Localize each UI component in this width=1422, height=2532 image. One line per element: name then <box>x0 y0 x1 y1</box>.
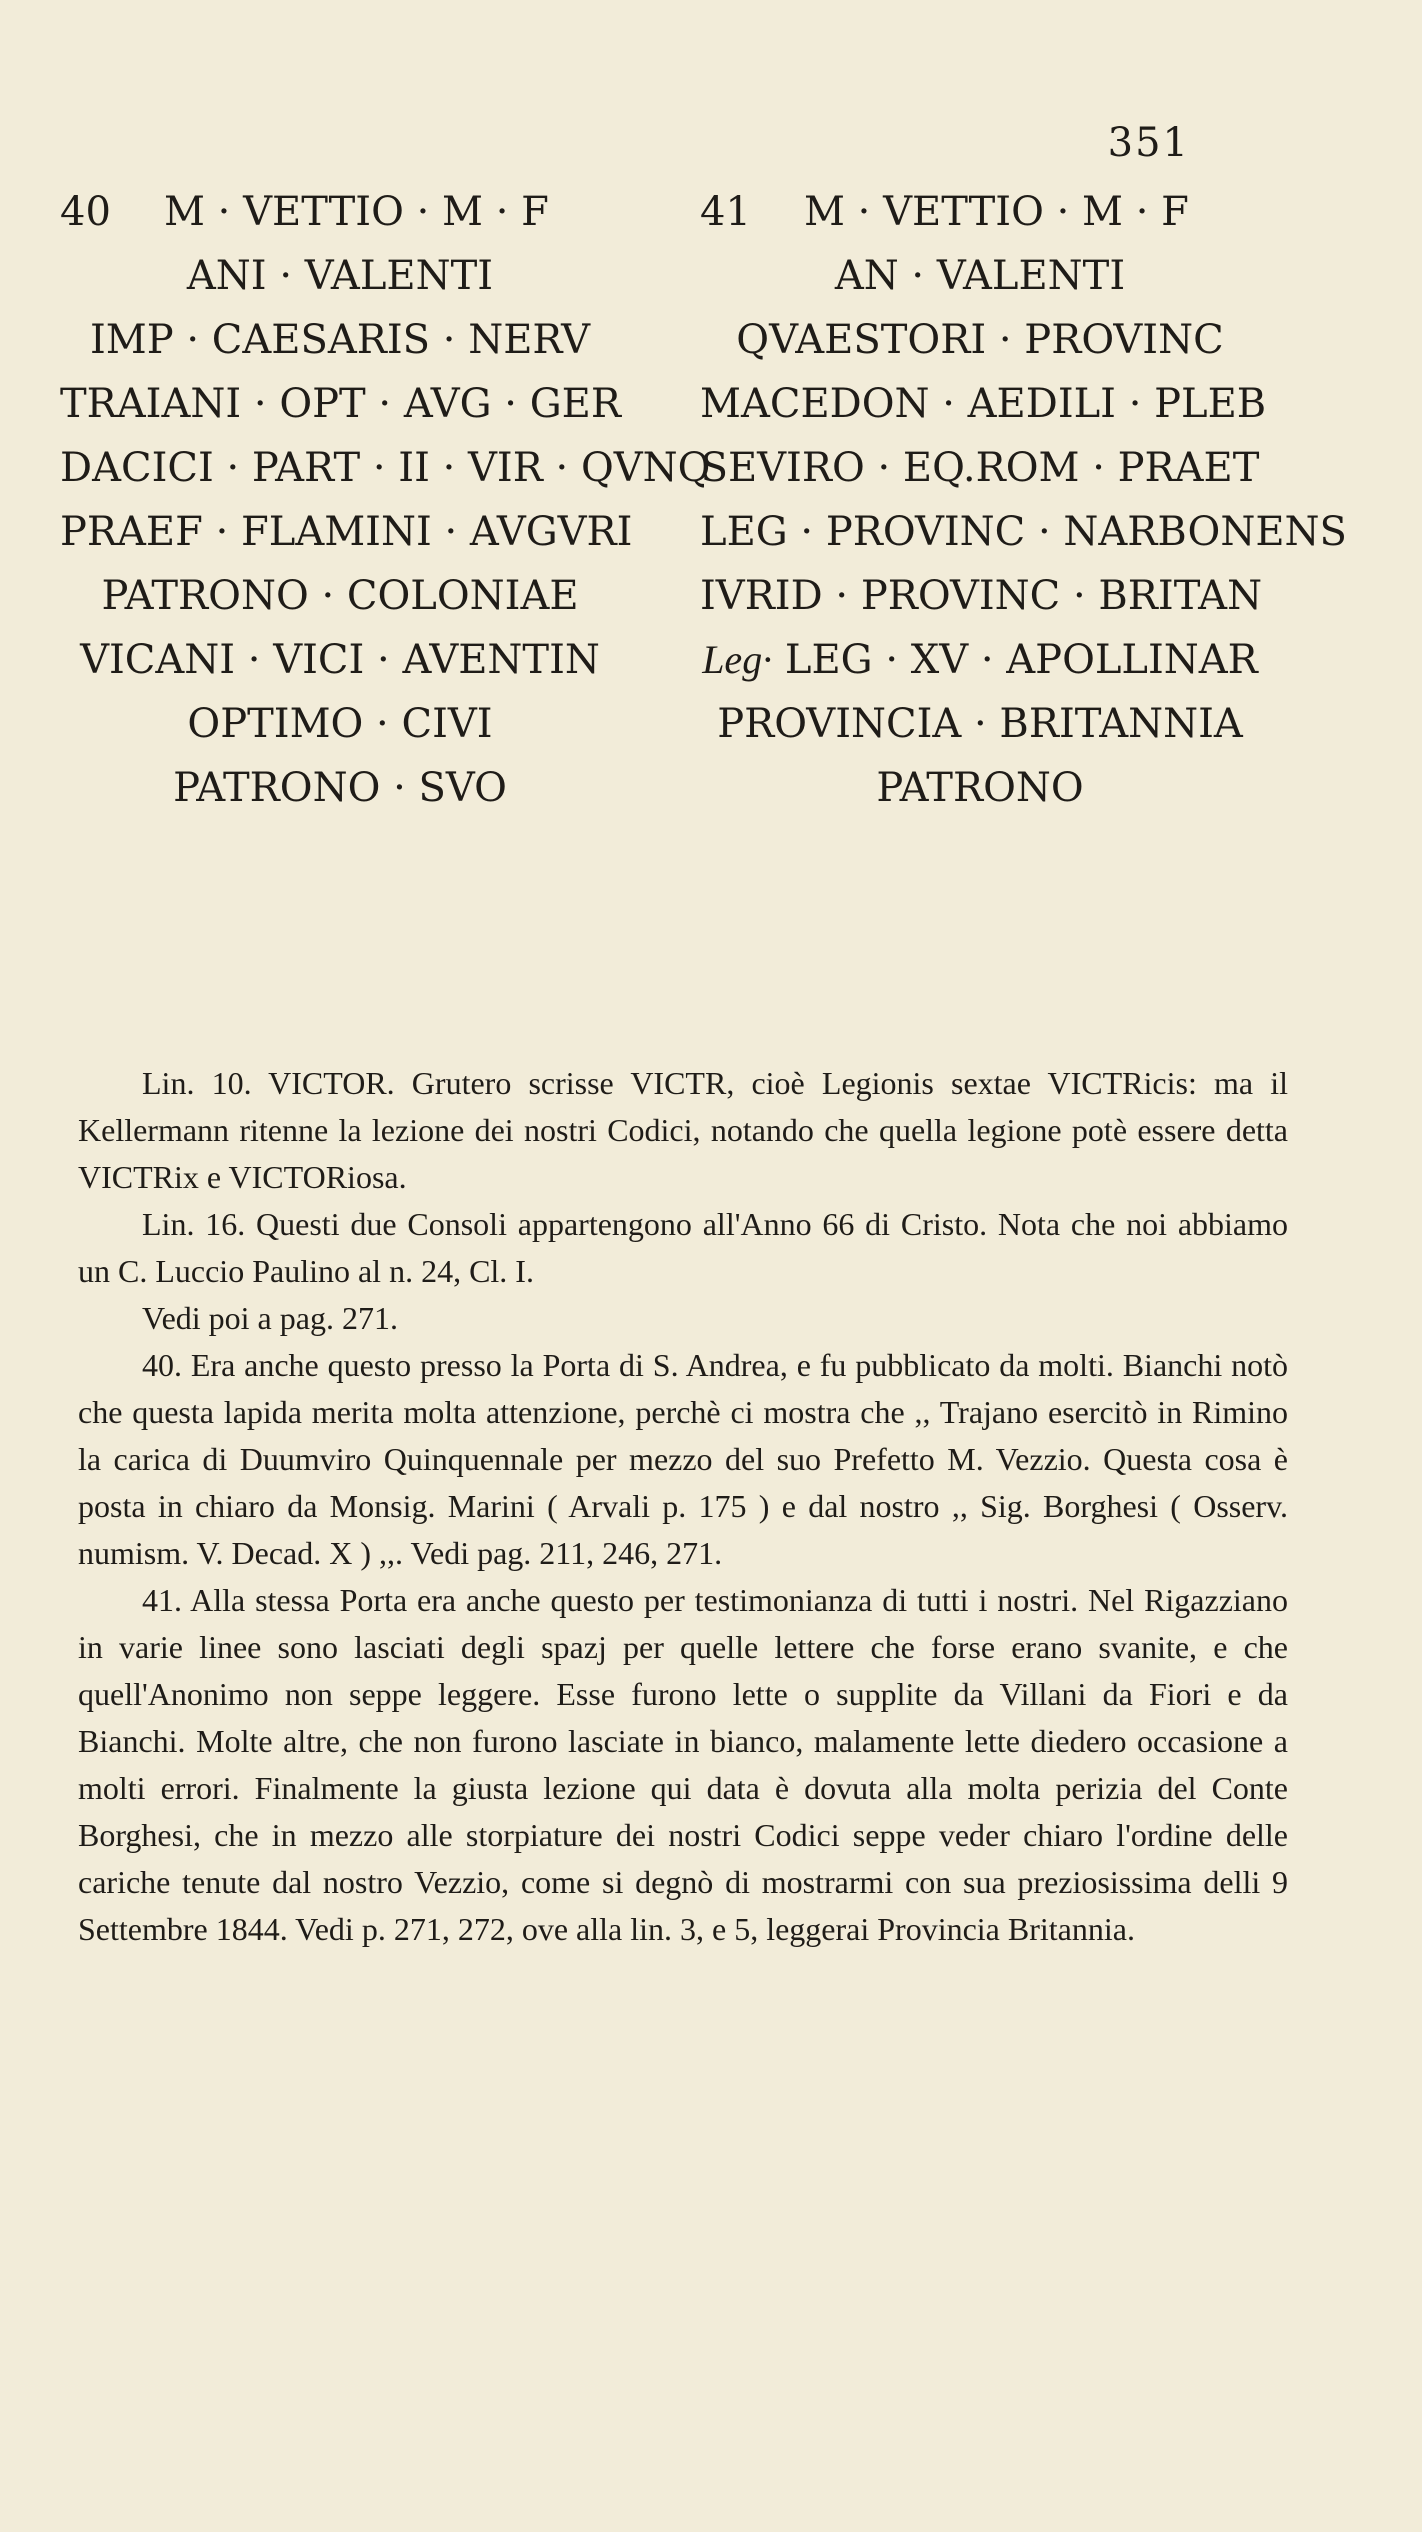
inscription-line-with-note <box>700 628 1260 692</box>
inscription-line: DACICI · PART · II · VIR · QVNQ <box>60 445 711 491</box>
inscription-line: VICANI · VICI · AVENTIN <box>80 637 600 683</box>
inscription-line: PROVINCIA · BRITANNIA <box>717 701 1243 747</box>
commentary-paragraph: 40. Era anche questo presso la Porta di S. Andrea, e fu pubblicato da molti. Bianchi notò che questa lapida merita molta attenzione, perchè ci mostra che ,, Trajano esercitò in Rimino la carica di Duumviro Quinquennale per mezzo del suo Prefetto M. Vezzio. Questa cosa è posta in chiaro da Monsig. Marini ( Arvali p. 175 ) e dal nostro ,, Sig. Borghesi ( Osserv. numism. V. Decad. X ) ,,. Vedi pag. 211, 246, 271. <box>78 1347 1288 1571</box>
inscription-line: LEG · XV · APOLLINAR <box>784 637 1258 683</box>
inscription-line: TRAIANI · OPT · AVG · GER <box>60 381 621 427</box>
inscription-line: ANI · VALENTI <box>186 253 494 299</box>
margin-note: Leg· <box>702 637 773 682</box>
page-number: 351 <box>1107 120 1190 166</box>
inscription-line: AN · VALENTI <box>834 253 1126 299</box>
inscription-line: PRAEF · FLAMINI · AVGVRI <box>60 509 633 555</box>
inscription-line: MACEDON · AEDILI · PLEB <box>700 381 1267 427</box>
inscription-line: IMP · CAESARIS · NERV <box>89 317 591 363</box>
inscription-line: PATRONO · SVO <box>173 765 507 811</box>
commentary-paragraph: Vedi poi a pag. 271. <box>142 1300 398 1336</box>
commentary <box>78 1060 1288 1953</box>
commentary-paragraph: Lin. 16. Questi due Consoli appartengono all'Anno 66 di Cristo. Nota che noi abbiamo un C. Luccio Paulino al n. 24, Cl. I. <box>78 1206 1288 1289</box>
commentary-paragraph: 41. Alla stessa Porta era anche questo per testimonianza di tutti i nostri. Nel Rigazziano in varie linee sono lasciati degli spazj per quelle lettere che forse erano svanite, e che quell'Anonimo non seppe leggere. Esse furono lette o supplite da Villani da Fiori e da Bianchi. Molte altre, che non furono lasciate in bianco, malamente lette diedero occasione a molti errori. Finalmente la giusta lezione qui data è dovuta alla molta perizia del Conte Borghesi, che in mezzo alle storpiature dei nostri Codici seppe veder chiaro l'ordine delle cariche tenute dal nostro Vezzio, come si degnò di mostrarmi con sua preziosissima delli 9 Settembre 1844. Vedi p. 271, 272, ove alla lin. 3, e 5, leggerai Provincia Britannia. <box>78 1582 1288 1947</box>
commentary-paragraph: Lin. 10. VICTOR. Grutero scrisse VICTR, cioè Legionis sextae VICTRicis: ma il Kellermann ritenne la lezione dei nostri Codici, notando che quella legione potè essere detta VICTRix e VICTORiosa. <box>78 1065 1288 1195</box>
inscription-line: IVRID · PROVINC · BRITAN <box>700 573 1263 619</box>
inscription-line: PATRONO · COLONIAE <box>101 573 579 619</box>
inscription-line: QVAESTORI · PROVINC <box>736 317 1224 363</box>
inscription-line: PATRONO <box>876 765 1084 811</box>
inscription-line: LEG · PROVINC · NARBONENS <box>700 509 1347 555</box>
inscription-number: 41 <box>700 189 751 235</box>
inscription-40 <box>60 180 711 820</box>
inscription-line: OPTIMO · CIVI <box>187 701 493 747</box>
inscription-line: M · VETTIO · M · F <box>164 189 549 235</box>
inscription-line: M · VETTIO · M · F <box>804 189 1189 235</box>
inscription-number: 40 <box>60 189 111 235</box>
inscription-41 <box>700 180 1347 820</box>
inscription-line: SEVIRO · EQ.ROM · PRAET <box>700 445 1260 491</box>
